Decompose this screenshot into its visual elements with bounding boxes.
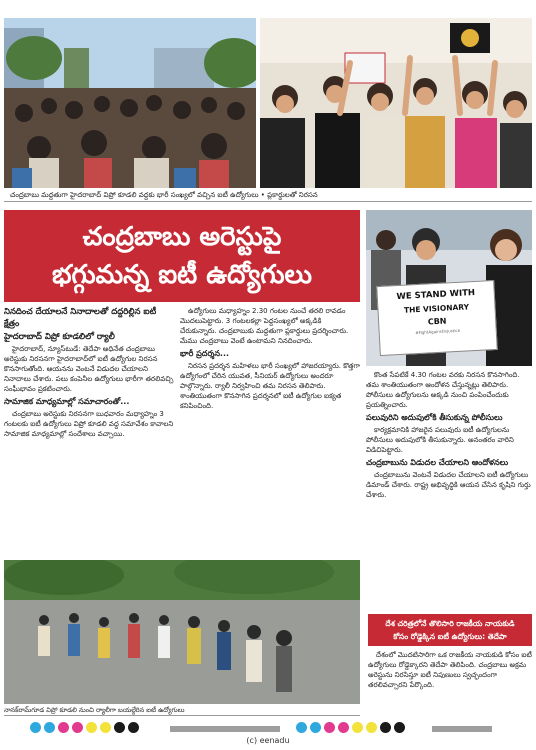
reg-dot — [366, 722, 377, 733]
registration-marks-right — [296, 722, 405, 734]
reg-dot — [128, 722, 139, 733]
right-subhead-2: చంద్రబాబును విడుదల చేయాలని ఆందోళనలు — [366, 458, 509, 467]
reg-dot — [72, 722, 83, 733]
reg-dot — [30, 722, 41, 733]
redbox-line-1: దేశ చరిత్రలోనే తొలిసారి రాజకీయ నాయకుడి — [385, 619, 515, 628]
col1-paragraph-2: చంద్రబాబు అరెస్టుకు నిరసనగా బుధవారం మధ్యాహ్నం 3 గంటలకు ఐటీ ఉద్యోగులు విప్రో కూడలి వద్ద సమావేశం కావాలని సామాజిక మాధ్యమాల్లో సందేశాలు వచ్చాయి. — [4, 410, 174, 438]
headline-line-1: చంద్రబాబు అరెస్టుపై — [82, 222, 282, 252]
photo-protest-top-right — [260, 18, 532, 188]
reg-dot — [58, 722, 69, 733]
photo-caption-bottom: నానక్‌రామ్‌గూడ విప్రో కూడలి నుంచి ర్యాలీగా బయల్దేరిన ఐటీ ఉద్యోగులు — [4, 704, 360, 716]
right-paragraph-3: చంద్రబాబును వెంటనే విడుదల చేయాలని ఐటీ ఉద్యోగులు డిమాండ్ చేశారు. రాష్ట్ర అభివృద్ధికి ఆయన చేసిన కృషిని గుర్తు చేశారు. — [366, 471, 531, 499]
sign-line-2: THE VISIONARY — [403, 302, 470, 315]
protest-sign — [376, 280, 498, 356]
headline-line-2: భగ్గుమన్న ఐటీ ఉద్యోగులు — [52, 260, 312, 290]
tdp-statement-box — [368, 614, 532, 646]
col2-paragraph-1: ఉద్యోగులు మధ్యాహ్నం 2.30 గంటల నుంచే తరలి రావడం మొదలుపెట్టారు. 3 గంటలకల్లా పెద్దసంఖ్యలో అక్కడికి చేరుకున్నారు. చంద్రబాబుకు మద్దతుగా ప్లకార్డులు ప్రదర్శించారు. మేము చంద్రబాబు వెంటే ఉంటామని నినదించారు. — [180, 307, 349, 345]
right-paragraph-1: కొంత సేపటికే 4.30 గంటల వరకు నిరసన కొనసాగింది. తమ శాంతియుతంగా ఆందోళన చేస్తున్నట్లు తెలిపారు. పోలీసులు ఉద్యోగులను అక్కడి నుంచి పంపించేందుకు ప్రయత్నించారు. — [366, 371, 520, 409]
right-subhead-1: పలువురిని అదుపులోకి తీసుకున్న పోలీసులు — [366, 413, 503, 422]
reg-dot — [394, 722, 405, 733]
reg-dot — [310, 722, 321, 733]
photo-crowd-top-left — [4, 18, 256, 188]
reg-dot — [338, 722, 349, 733]
sign-line-4: #FightAgainstInjustice — [415, 327, 461, 336]
grey-strip — [170, 726, 280, 732]
col1-paragraph-1: హైదరాబాద్, న్యూస్‌టుడే: తెదేపా అధినేత చంద్రబాబు అరెస్టుకు నిరసనగా హైదరాబాద్‌లో ఐటీ ఉద్యోగుల నిరసన కొనసాగుతోంది. ఆయనను వెంటనే విడుదల చేయాలని నినాదాలు చేశారు. పలు కంపెనీల ఉద్యోగులు భారీగా తరలివచ్చి సంఘీభావం ప్రకటించారు. — [4, 345, 174, 393]
redbox-body — [368, 650, 532, 714]
reg-dot — [352, 722, 363, 733]
reg-dot — [324, 722, 335, 733]
bullet-2: హైదరాబాద్ విప్రో కూడలిలో ర్యాలీ — [4, 332, 115, 342]
reg-dot — [86, 722, 97, 733]
sign-line-3: CBN — [427, 316, 447, 327]
photo-rally-bottom — [4, 560, 360, 704]
photo-caption-top: చంద్రబాబు మద్దతుగా హైదరాబాద్ విప్రో కూడలి వద్దకు భారీ సంఖ్యలో వచ్చిన ఐటీ ఉద్యోగులు • ప్లకార్డులతో నిరసన — [4, 188, 532, 202]
credit: (c) eenadu — [246, 736, 290, 745]
reg-dot — [114, 722, 125, 733]
grey-strip — [432, 726, 492, 732]
bullet-1: నినదించ దేయాలనే నినాదాలతో దద్దరిల్లిన ఐటీ క్షేత్రం — [4, 307, 157, 329]
reg-dot — [100, 722, 111, 733]
reg-dot — [296, 722, 307, 733]
col1-subhead: సామాజిక మాధ్యమాల్లో సమాచారంతో... — [4, 397, 130, 406]
reg-dot — [380, 722, 391, 733]
sign-line-1: WE STAND WITH — [396, 287, 476, 303]
headline-box — [4, 210, 360, 302]
column-left — [4, 306, 174, 556]
redbox-line-2: కోసం రోడ్డెక్కిన ఐటీ ఉద్యోగులు: తెదేపా — [393, 632, 507, 641]
redbox-body-text: దేశంలో మొదటిసారిగా ఒక రాజకీయ నాయకుడి కోసం ఐటీ ఉద్యోగులు రోడ్డెక్కారని తెదేపా తెలిపింది. చంద్రబాబు అక్రమ అరెస్టును నిరసిస్తూ ఐటీ నిపుణులు స్వచ్ఛందంగా తరలివచ్చారని పేర్కొంది. — [368, 651, 532, 689]
registration-marks-left — [30, 722, 139, 734]
col2-paragraph-2: నిరసన ప్రదర్శన మహిళలు భారీ సంఖ్యలో హాజరయ్యారు. కొత్తగా ఉద్యోగంలో చేరిన యువత, సీనియర్ ఉద్యోగులు అందరూ పాల్గొన్నారు. ర్యాలీ నిర్వహించి తమ నిరసన తెలిపారు. శాంతియుతంగా కొనసాగిన ప్రదర్శనలో ఐటీ ఉద్యోగుల ఐక్యత కనిపించింది. — [180, 362, 360, 410]
col2-subhead: భారీ ప్రదర్శన... — [180, 349, 230, 358]
column-right — [366, 370, 532, 610]
right-paragraph-2: కార్యక్రమానికి హాజరైన పలువురు ఐటీ ఉద్యోగులను పోలీసులు అదుపులోకి తీసుకున్నారు. అనంతరం వారిని విడిచిపెట్టారు. — [366, 426, 514, 454]
reg-dot — [44, 722, 55, 733]
column-middle — [180, 306, 360, 556]
